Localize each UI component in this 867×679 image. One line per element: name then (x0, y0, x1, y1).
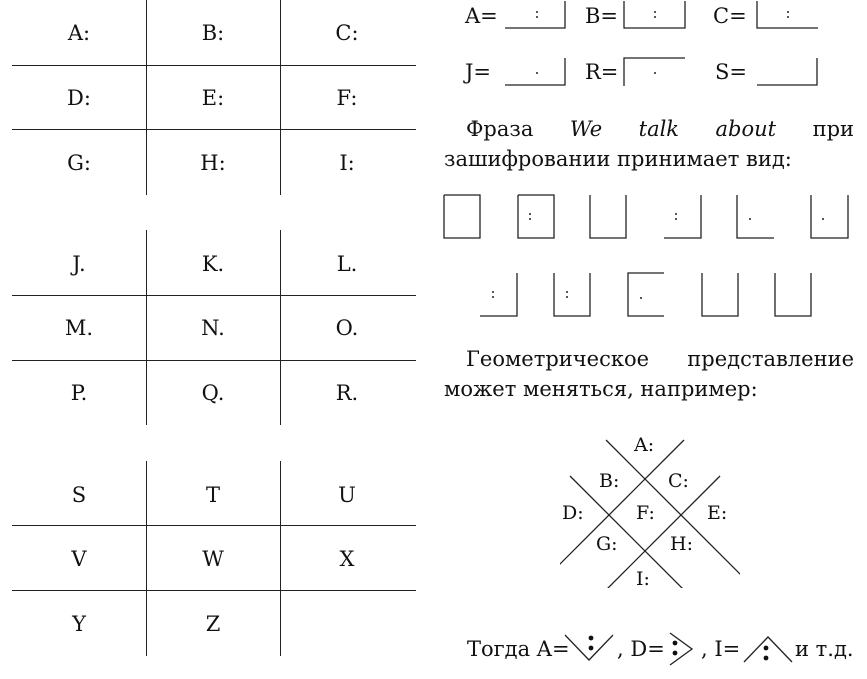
cipher-symbol-s (755, 56, 821, 88)
grid-cell: X (339, 547, 355, 571)
cipher-symbol-l (737, 195, 774, 238)
cipher-grid-j-r (12, 230, 416, 425)
grid-line (12, 65, 416, 66)
grid-cell: L. (336, 252, 358, 276)
equation-b-label: B= (585, 4, 619, 28)
grid-line (12, 360, 416, 361)
example-symbol-a (561, 630, 617, 666)
grid-cell: B: (201, 21, 225, 45)
grid-cell: G: (67, 151, 91, 175)
cipher-sequence-row-1 (440, 192, 860, 242)
grid-cell: Z (205, 612, 221, 636)
cipher-grid-a-i (12, 0, 416, 195)
geometry-text: Геометрическое представление может меняться, например: (444, 347, 854, 401)
cipher-symbol-r (622, 56, 688, 88)
cipher-symbol-a3 (480, 273, 517, 316)
phrase-italic: We talk about (569, 117, 777, 141)
grid-cell: U (338, 483, 356, 507)
cipher-symbol-t (590, 195, 626, 238)
grid-cell: F: (336, 86, 358, 110)
grid-cell: R. (335, 381, 359, 405)
diamond-label-g: G: (596, 533, 618, 555)
cipher-symbol-c (755, 0, 821, 32)
grid-cell: K. (201, 252, 225, 276)
cipher-symbol-e (518, 195, 554, 238)
cipher-symbol-k (811, 195, 848, 238)
diamond-label-d: D: (562, 502, 584, 524)
phrase-prefix: Фраза (466, 117, 570, 141)
footer-text-i: , I= (701, 637, 741, 661)
grid-cell: D: (67, 86, 91, 110)
cipher-symbol-w (444, 195, 480, 238)
grid-cell: P. (70, 381, 88, 405)
footer-text-tog: Тогда A= (467, 637, 570, 661)
grid-cell: M. (64, 316, 94, 340)
cipher-symbol-b2 (554, 273, 590, 316)
grid-line (12, 590, 416, 591)
grid-line (12, 129, 416, 130)
diamond-label-b: B: (599, 470, 620, 492)
equation-a-label: A= (465, 4, 498, 28)
cipher-symbol-j (503, 56, 567, 88)
grid-line (12, 525, 416, 526)
geometry-paragraph (444, 344, 854, 404)
equation-c-label: C= (713, 4, 747, 28)
grid-cell: O. (335, 316, 359, 340)
equation-r-label: R= (585, 60, 619, 84)
diamond-label-e: E: (707, 502, 728, 524)
grid-cell: A: (67, 21, 91, 45)
example-symbol-d (664, 630, 698, 668)
cipher-symbol-a (503, 0, 567, 32)
grid-cell: E: (201, 86, 225, 110)
grid-cell: J. (72, 252, 86, 276)
grid-cell: H: (200, 151, 226, 175)
diamond-label-f: F: (636, 502, 655, 524)
example-symbol-i (740, 632, 796, 668)
cipher-symbol-b (622, 0, 688, 32)
footer-text-etc: и т.д. (795, 637, 854, 661)
diamond-label-h: H: (670, 533, 693, 555)
cipher-symbol-a2 (664, 195, 701, 238)
diamond-label-i: I: (636, 568, 650, 590)
diamond-label-c: C: (668, 470, 689, 492)
grid-cell: I: (339, 151, 355, 175)
cipher-sequence-row-2 (476, 270, 816, 320)
grid-cell: N. (201, 316, 225, 340)
grid-cell: C: (335, 21, 359, 45)
grid-cell: W (202, 547, 224, 571)
cipher-symbol-o (628, 273, 664, 316)
grid-cell: S (71, 483, 87, 507)
grid-cell: T (205, 483, 220, 507)
grid-line (12, 295, 416, 296)
grid-cell: Q. (201, 381, 225, 405)
diamond-label-a: A: (634, 434, 655, 456)
equation-s-label: S= (715, 60, 747, 84)
grid-cell: V (71, 547, 87, 571)
cipher-grid-s-z (12, 461, 416, 656)
cipher-symbol-u (702, 273, 738, 316)
cipher-symbol-t2 (775, 273, 811, 316)
phrase-suffix: при зашифровании принимает вид: (444, 117, 855, 171)
grid-cell: Y (72, 612, 86, 636)
footer-text-d: , D= (617, 637, 665, 661)
equation-j-label: J= (465, 60, 492, 84)
phrase-paragraph (444, 114, 854, 174)
